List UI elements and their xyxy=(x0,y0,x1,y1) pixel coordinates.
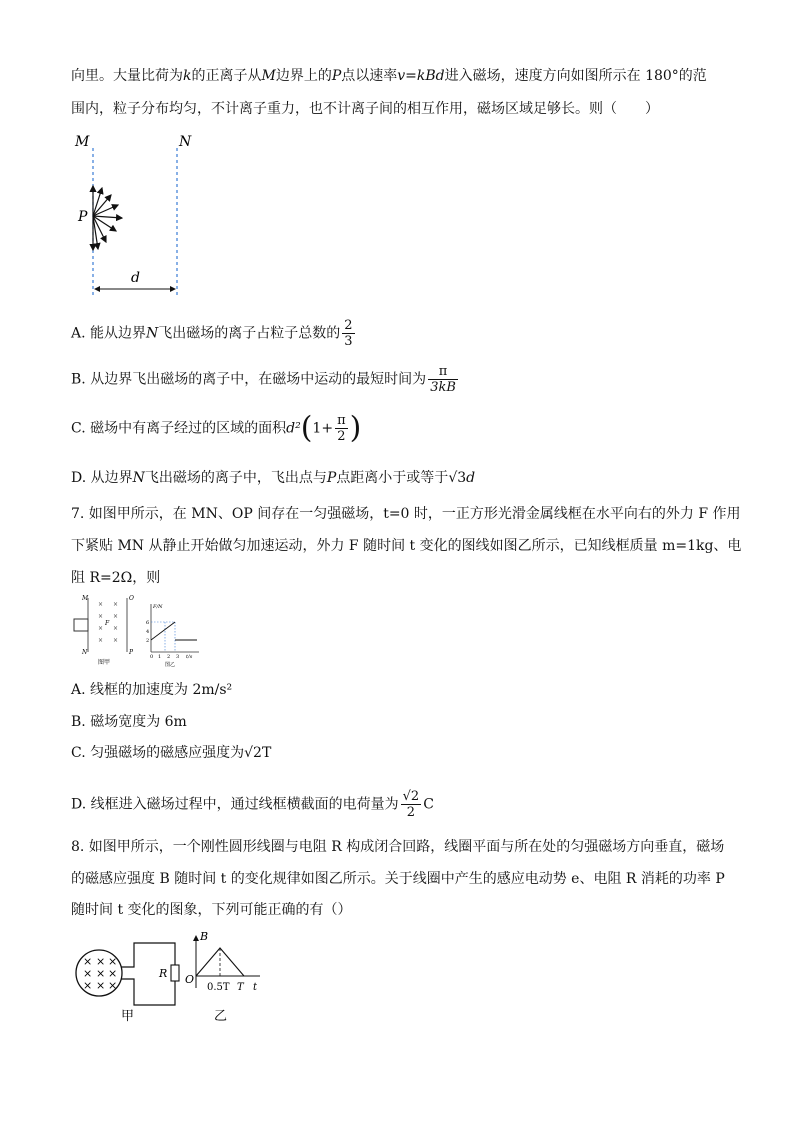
svg-text:×: × xyxy=(98,637,104,644)
q6-option-A xyxy=(71,318,357,349)
q7-label-M: M xyxy=(82,595,89,602)
q6-var-P: P xyxy=(331,68,342,84)
q7-xlabel: t/s xyxy=(186,654,193,660)
q7-label-N: N xyxy=(82,649,88,656)
left-paren: ( xyxy=(300,410,313,446)
q7-option-A: A. 线框的加速度为 2m/s² xyxy=(71,682,233,698)
q7-ytick: 6 xyxy=(146,620,150,626)
svg-text:×: × xyxy=(113,637,119,644)
q7-caption-jia: 图甲 xyxy=(98,659,111,666)
fraction-2-3 xyxy=(342,318,354,349)
svg-text:×: × xyxy=(113,601,119,608)
q6-option-B-text: B. 从边界飞出磁场的离子中，在磁场中运动的最短时间为 xyxy=(71,371,427,388)
q6-var-k: k xyxy=(183,68,192,84)
q7-label-F: F xyxy=(105,620,110,627)
frac-num: π xyxy=(337,413,346,428)
frac-den: 2 xyxy=(337,429,346,444)
svg-text:×: × xyxy=(98,625,104,632)
q8-label-half-T: 0.5T xyxy=(207,982,230,993)
svg-text:×: × xyxy=(96,955,106,968)
q7-option-C-text: C. 匀强磁场的磁感应强度为 xyxy=(71,745,245,761)
q7-xtick: 0 xyxy=(150,654,154,660)
q8-label-t: t xyxy=(253,982,258,993)
q6-option-A-text: 飞出磁场的离子占粒子总数的 xyxy=(158,325,341,342)
q6-option-A-prefix: A. 能从边界 xyxy=(71,325,147,342)
q7-option-D xyxy=(71,789,434,820)
q6-option-C xyxy=(71,410,362,446)
q6-text: 边界上的 xyxy=(275,68,332,84)
svg-text:×: × xyxy=(108,967,118,980)
unit-C: C xyxy=(423,796,434,813)
label-d: d xyxy=(131,270,140,286)
sqrt-3: √3 xyxy=(448,470,467,486)
q8-caption-jia: 甲 xyxy=(121,1009,135,1024)
circuit-wire-top xyxy=(121,943,175,967)
q8-B-curve xyxy=(196,948,244,976)
q6-var-N: N xyxy=(132,470,145,486)
label-R: R xyxy=(159,967,168,980)
q6-var-v: v xyxy=(397,68,406,84)
unit-T: T xyxy=(261,745,272,761)
svg-text:×: × xyxy=(113,613,119,620)
frac-den: 3kB xyxy=(430,380,456,395)
q6-var-d2: d² xyxy=(286,420,301,437)
q7-ylabel: F/N xyxy=(153,604,163,610)
svg-text:×: × xyxy=(108,979,118,992)
q6-var-N: N xyxy=(146,325,159,342)
q7-xtick: 1 xyxy=(158,654,162,660)
q8-line-1: 8. 如图甲所示，一个刚性圆形线圈与电阻 R 构成闭合回路，线圈平面与所在处的匀强磁场方向垂直，磁场 xyxy=(71,839,725,855)
q6-option-D-text: 点距离小于或等于 xyxy=(336,470,449,486)
q8-figure-yi xyxy=(180,928,270,1024)
frac-num: 2 xyxy=(344,318,353,333)
frac-den: 2 xyxy=(406,805,416,820)
q8-line-2: 的磁感应强度 B 随时间 t 的变化规律如图乙所示。关于线圈中产生的感应电动势 e、电阻 R 消耗的功率 P xyxy=(71,871,725,887)
q6-line-2: 围内，粒子分布均匀，不计离子重力，也不计离子间的相互作用，磁场区域足够长。则（ ） xyxy=(71,101,659,117)
q7-figure-yi xyxy=(143,600,203,668)
svg-text:×: × xyxy=(98,613,104,620)
q7-label-P: P xyxy=(129,649,134,656)
frac-num: √2 xyxy=(402,789,420,804)
q6-option-D-prefix: D. 从边界 xyxy=(71,470,133,486)
q6-option-D xyxy=(71,468,475,488)
q6-option-B xyxy=(71,364,460,395)
one-plus: 1+ xyxy=(312,420,334,437)
q6-text: 进入磁场，速度方向如图所示在 180°的范 xyxy=(444,68,707,84)
q6-text: 的正离子从 xyxy=(191,68,262,84)
q7-line-3: 阻 R=2Ω，则 xyxy=(71,570,161,586)
q8-figure-jia xyxy=(70,933,190,1025)
svg-text:×: × xyxy=(83,979,93,992)
q8-field-crosses xyxy=(83,955,117,992)
square-coil xyxy=(74,619,88,631)
label-N: N xyxy=(179,134,192,150)
svg-text:×: × xyxy=(96,967,106,980)
q6-option-C-text: C. 磁场中有离子经过的区域的面积 xyxy=(71,420,287,437)
svg-text:×: × xyxy=(96,979,106,992)
sqrt-2: √2 xyxy=(244,745,262,761)
q7-force-line xyxy=(151,622,175,640)
q8-line-3: 随时间 t 变化的图象，下列可能正确的有（） xyxy=(71,902,352,918)
frac-den: 3 xyxy=(344,334,353,349)
resistor-R xyxy=(171,965,179,981)
frac-num: π xyxy=(428,364,458,380)
fraction-pi-3kB xyxy=(428,364,458,395)
q6-field-figure xyxy=(70,128,200,303)
q7-figure-jia xyxy=(72,592,142,668)
q7-caption-yi: 图乙 xyxy=(165,662,176,668)
svg-text:×: × xyxy=(108,955,118,968)
q6-option-D-mid: 飞出磁场的离子中，飞出点与 xyxy=(144,470,327,486)
q8-caption-yi: 乙 xyxy=(214,1009,228,1024)
q7-line-2: 下紧贴 MN 从静止开始做匀加速运动，外力 F 随时间 t 变化的图线如图乙所示，已知线框质量 m=1kg、电 xyxy=(71,538,742,554)
label-M: M xyxy=(75,134,90,150)
q8-label-O: O xyxy=(185,973,195,986)
q7-label-O: O xyxy=(129,595,134,602)
right-paren: ) xyxy=(349,410,362,446)
svg-text:×: × xyxy=(83,955,93,968)
q7-line-1: 7. 如图甲所示，在 MN、OP 间存在一匀强磁场，t=0 时，一正方形光滑金属线框在水平向右的外力 F 作用 xyxy=(71,506,741,522)
q7-option-D-text: D. 线框进入磁场过程中，通过线框横截面的电荷量为 xyxy=(71,796,399,813)
q6-var-kBd: kBd xyxy=(416,68,445,84)
q7-option-B: B. 磁场宽度为 6m xyxy=(71,714,187,730)
svg-text:×: × xyxy=(83,967,93,980)
circuit-wire-bottom xyxy=(121,979,175,1005)
q7-xtick: 3 xyxy=(176,654,180,660)
q7-ytick: 2 xyxy=(146,638,150,644)
q6-text: 向里。大量比荷为 xyxy=(71,68,183,84)
q6-text: 点以速率 xyxy=(341,68,398,84)
q6-text: = xyxy=(405,68,417,84)
fraction-pi-2 xyxy=(335,413,348,444)
fraction-sqrt2-2 xyxy=(401,789,422,820)
q7-xtick: 2 xyxy=(167,654,171,660)
q6-var-P: P xyxy=(326,470,337,486)
q8-label-T: T xyxy=(237,982,244,993)
svg-text:×: × xyxy=(98,601,104,608)
label-P: P xyxy=(78,209,88,225)
q7-ytick: 4 xyxy=(146,629,150,635)
velocity-arrows xyxy=(93,186,122,250)
q6-var-d: d xyxy=(466,470,476,486)
q6-var-M: M xyxy=(261,68,276,84)
q8-label-B: B xyxy=(200,930,209,943)
q7-option-C xyxy=(71,743,271,763)
q6-line-1 xyxy=(71,66,707,86)
svg-text:×: × xyxy=(113,625,119,632)
